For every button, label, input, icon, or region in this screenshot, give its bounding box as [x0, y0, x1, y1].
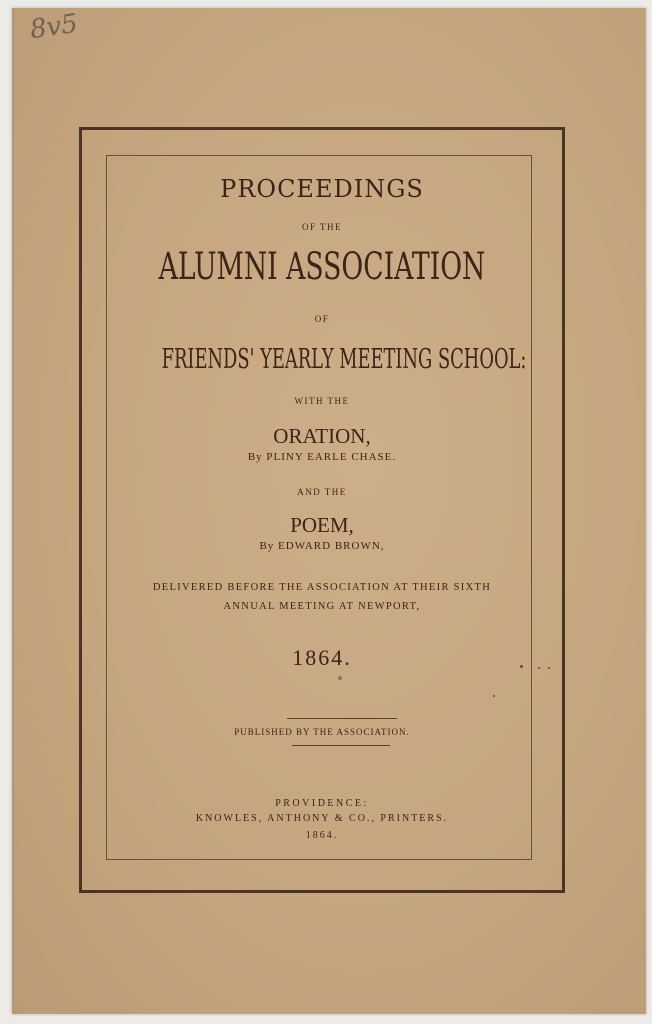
title-of: OF [314, 314, 330, 324]
poem-heading: POEM, [290, 513, 354, 537]
delivery-line-1: DELIVERED BEFORE THE ASSOCIATION AT THEIR SIXTH [152, 582, 492, 593]
title-proceedings: PROCEEDINGS [220, 175, 424, 203]
title-of-the: OF THE [301, 222, 343, 232]
poem-author: By EDWARD BROWN, [259, 540, 385, 552]
and-the-label: AND THE [297, 487, 347, 497]
publisher-note: PUBLISHED BY THE ASSOCIATION. [234, 727, 410, 737]
meeting-year: 1864. [292, 645, 352, 670]
oration-heading: ORATION, [273, 424, 371, 448]
imprint-year: 1864. [305, 830, 339, 841]
imprint-city: PROVIDENCE: [275, 798, 369, 809]
foxing-spot [338, 676, 342, 680]
imprint-printers: KNOWLES, ANTHONY & CO., PRINTERS. [195, 813, 449, 824]
divider-rule-top [287, 718, 397, 719]
delivery-line-2: ANNUAL MEETING AT NEWPORT, [223, 601, 421, 612]
with-the-label: WITH THE [294, 396, 350, 406]
divider-rule-bottom [292, 745, 390, 746]
foxing-spot [538, 667, 540, 669]
foxing-spot [520, 665, 523, 668]
title-school: FRIENDS' YEARLY MEETING SCHOOL: [161, 344, 527, 375]
foxing-spot [493, 695, 495, 697]
handwritten-mark: 8v5 [28, 8, 80, 46]
foxing-spot [548, 667, 550, 669]
oration-author: By PLINY EARLE CHASE. [247, 451, 397, 463]
title-alumni-association: ALUMNI ASSOCIATION [158, 245, 486, 288]
